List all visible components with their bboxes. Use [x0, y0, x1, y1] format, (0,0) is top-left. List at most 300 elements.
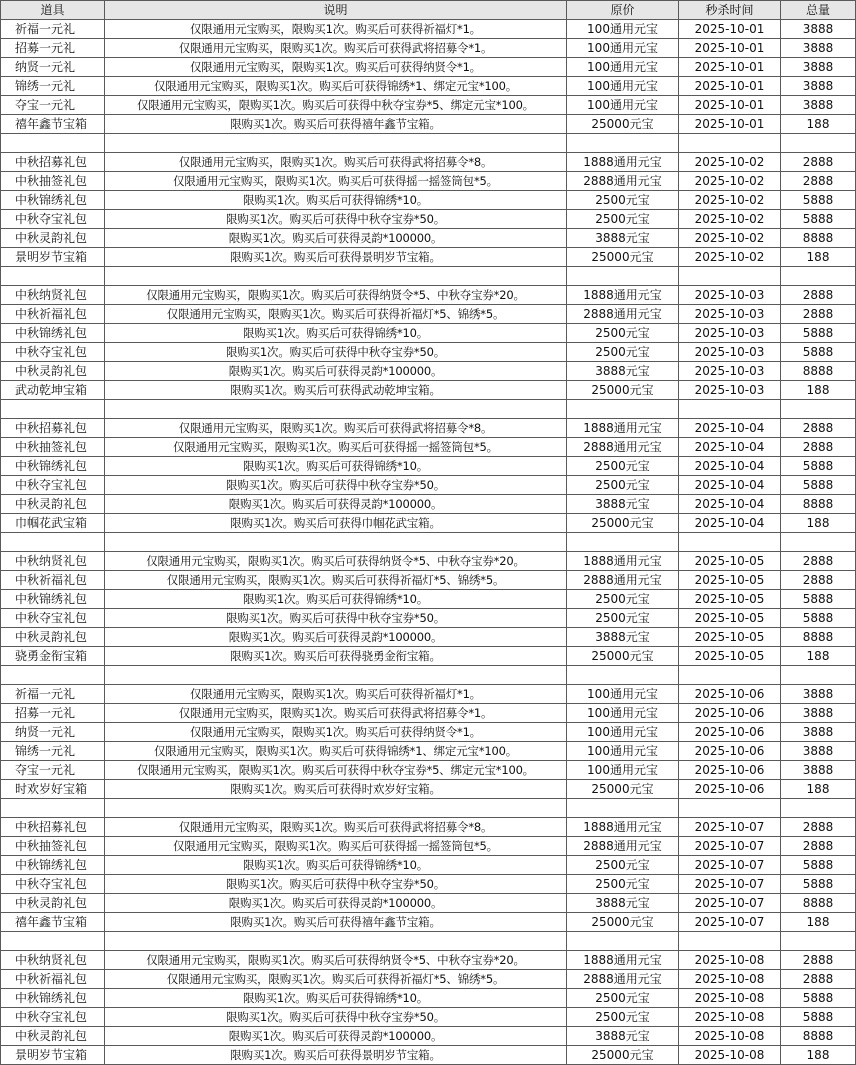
- total-cell: 5888: [781, 989, 856, 1008]
- header-desc: 说明: [105, 1, 567, 20]
- description-cell: 仅限通用元宝购买，限购买1次。购买后可获得摇一摇签筒包*5。: [105, 438, 567, 457]
- table-row: [1, 894, 856, 913]
- table-row: [1, 647, 856, 666]
- table-row: [1, 210, 856, 229]
- total-cell: 8888: [781, 894, 856, 913]
- total-cell: 3888: [781, 704, 856, 723]
- empty-cell: [567, 533, 679, 552]
- spacer-row: [1, 533, 856, 552]
- sale-time-cell: 2025-10-08: [679, 1046, 781, 1065]
- table-row: [1, 951, 856, 970]
- sale-time-cell: 2025-10-06: [679, 685, 781, 704]
- item-cell: 中秋夺宝礼包: [1, 210, 105, 229]
- description-cell: 仅限通用元宝购买，限购买1次。购买后可获得摇一摇签筒包*5。: [105, 837, 567, 856]
- spacer-row: [1, 400, 856, 419]
- empty-cell: [105, 267, 567, 286]
- total-cell: 188: [781, 780, 856, 799]
- item-cell: 中秋祈福礼包: [1, 305, 105, 324]
- sale-time-cell: 2025-10-01: [679, 58, 781, 77]
- table-row: [1, 248, 856, 267]
- sale-time-cell: 2025-10-03: [679, 286, 781, 305]
- total-cell: 3888: [781, 723, 856, 742]
- price-cell: 1888通用元宝: [567, 153, 679, 172]
- item-cell: 中秋灵韵礼包: [1, 495, 105, 514]
- sale-time-cell: 2025-10-08: [679, 1027, 781, 1046]
- item-cell: 纳贤一元礼: [1, 723, 105, 742]
- sale-time-cell: 2025-10-02: [679, 191, 781, 210]
- header-total: 总量: [781, 1, 856, 20]
- price-cell: 25000元宝: [567, 248, 679, 267]
- table-row: [1, 514, 856, 533]
- sale-time-cell: 2025-10-01: [679, 39, 781, 58]
- table-row: [1, 571, 856, 590]
- description-cell: 限购买1次。购买后可获得骁勇金衔宝箱。: [105, 647, 567, 666]
- item-cell: 祈福一元礼: [1, 685, 105, 704]
- total-cell: 5888: [781, 590, 856, 609]
- total-cell: 188: [781, 647, 856, 666]
- price-cell: 3888元宝: [567, 362, 679, 381]
- item-cell: 中秋灵韵礼包: [1, 1027, 105, 1046]
- sale-time-cell: 2025-10-04: [679, 438, 781, 457]
- table-row: [1, 685, 856, 704]
- item-cell: 巾帼花武宝箱: [1, 514, 105, 533]
- price-cell: 100通用元宝: [567, 761, 679, 780]
- table-row: [1, 438, 856, 457]
- sale-time-cell: 2025-10-07: [679, 837, 781, 856]
- table-body: [1, 20, 856, 1065]
- total-cell: 5888: [781, 343, 856, 362]
- empty-cell: [781, 134, 856, 153]
- table-row: [1, 191, 856, 210]
- sale-time-cell: 2025-10-02: [679, 229, 781, 248]
- table-row: [1, 989, 856, 1008]
- sale-time-cell: 2025-10-05: [679, 590, 781, 609]
- total-cell: 2888: [781, 153, 856, 172]
- price-cell: 2500元宝: [567, 856, 679, 875]
- description-cell: 限购买1次。购买后可获得锦绣*10。: [105, 457, 567, 476]
- price-cell: 100通用元宝: [567, 77, 679, 96]
- item-cell: 景明岁节宝箱: [1, 1046, 105, 1065]
- price-cell: 100通用元宝: [567, 723, 679, 742]
- table-row: [1, 856, 856, 875]
- table-row: [1, 1008, 856, 1027]
- total-cell: 2888: [781, 552, 856, 571]
- description-cell: 仅限通用元宝购买，限购买1次。购买后可获得中秋夺宝券*5、绑定元宝*100。: [105, 96, 567, 115]
- total-cell: 5888: [781, 210, 856, 229]
- item-cell: 中秋纳贤礼包: [1, 951, 105, 970]
- price-cell: 2500元宝: [567, 1008, 679, 1027]
- total-cell: 2888: [781, 172, 856, 191]
- total-cell: 188: [781, 1046, 856, 1065]
- empty-cell: [679, 533, 781, 552]
- total-cell: 8888: [781, 229, 856, 248]
- price-cell: 2888通用元宝: [567, 970, 679, 989]
- description-cell: 限购买1次。购买后可获得灵韵*100000。: [105, 628, 567, 647]
- sale-time-cell: 2025-10-05: [679, 628, 781, 647]
- spacer-row: [1, 666, 856, 685]
- price-cell: 2500元宝: [567, 989, 679, 1008]
- price-cell: 2500元宝: [567, 324, 679, 343]
- empty-cell: [781, 932, 856, 951]
- empty-cell: [567, 666, 679, 685]
- description-cell: 限购买1次。购买后可获得灵韵*100000。: [105, 229, 567, 248]
- description-cell: 仅限通用元宝购买，限购买1次。购买后可获得中秋夺宝券*5、绑定元宝*100。: [105, 761, 567, 780]
- sale-time-cell: 2025-10-01: [679, 96, 781, 115]
- sale-time-cell: 2025-10-07: [679, 894, 781, 913]
- table-row: [1, 552, 856, 571]
- total-cell: 188: [781, 514, 856, 533]
- empty-cell: [1, 400, 105, 419]
- spacer-row: [1, 134, 856, 153]
- empty-cell: [567, 400, 679, 419]
- item-cell: 中秋灵韵礼包: [1, 628, 105, 647]
- description-cell: 限购买1次。购买后可获得中秋夺宝券*50。: [105, 609, 567, 628]
- description-cell: 限购买1次。购买后可获得时欢岁好宝箱。: [105, 780, 567, 799]
- table-row: [1, 39, 856, 58]
- total-cell: 2888: [781, 305, 856, 324]
- empty-cell: [567, 932, 679, 951]
- table-row: [1, 609, 856, 628]
- total-cell: 3888: [781, 58, 856, 77]
- total-cell: 5888: [781, 324, 856, 343]
- table-row: [1, 761, 856, 780]
- sale-time-cell: 2025-10-01: [679, 115, 781, 134]
- description-cell: 限购买1次。购买后可获得灵韵*100000。: [105, 495, 567, 514]
- price-cell: 2500元宝: [567, 457, 679, 476]
- item-cell: 武动乾坤宝箱: [1, 381, 105, 400]
- sale-time-cell: 2025-10-04: [679, 495, 781, 514]
- price-cell: 2500元宝: [567, 875, 679, 894]
- empty-cell: [1, 799, 105, 818]
- total-cell: 3888: [781, 761, 856, 780]
- item-cell: 中秋纳贤礼包: [1, 286, 105, 305]
- description-cell: 限购买1次。购买后可获得中秋夺宝券*50。: [105, 210, 567, 229]
- description-cell: 限购买1次。购买后可获得锦绣*10。: [105, 856, 567, 875]
- table-row: [1, 495, 856, 514]
- item-cell: 锦绣一元礼: [1, 742, 105, 761]
- sale-time-cell: 2025-10-03: [679, 362, 781, 381]
- description-cell: 限购买1次。购买后可获得景明岁节宝箱。: [105, 248, 567, 267]
- header-row: [1, 1, 856, 20]
- price-cell: 2500元宝: [567, 590, 679, 609]
- total-cell: 2888: [781, 571, 856, 590]
- price-cell: 100通用元宝: [567, 685, 679, 704]
- table-row: [1, 229, 856, 248]
- price-cell: 2888通用元宝: [567, 172, 679, 191]
- item-cell: 中秋抽签礼包: [1, 438, 105, 457]
- item-cell: 景明岁节宝箱: [1, 248, 105, 267]
- empty-cell: [105, 932, 567, 951]
- total-cell: 5888: [781, 875, 856, 894]
- description-cell: 限购买1次。购买后可获得锦绣*10。: [105, 989, 567, 1008]
- price-cell: 100通用元宝: [567, 58, 679, 77]
- total-cell: 8888: [781, 495, 856, 514]
- price-cell: 3888元宝: [567, 229, 679, 248]
- description-cell: 限购买1次。购买后可获得武动乾坤宝箱。: [105, 381, 567, 400]
- sale-time-cell: 2025-10-05: [679, 571, 781, 590]
- description-cell: 仅限通用元宝购买，限购买1次。购买后可获得纳贤令*1。: [105, 723, 567, 742]
- description-cell: 限购买1次。购买后可获得禧年鑫节宝箱。: [105, 115, 567, 134]
- total-cell: 5888: [781, 1008, 856, 1027]
- sale-time-cell: 2025-10-02: [679, 210, 781, 229]
- description-cell: 仅限通用元宝购买，限购买1次。购买后可获得纳贤令*5、中秋夺宝券*20。: [105, 552, 567, 571]
- description-cell: 限购买1次。购买后可获得锦绣*10。: [105, 590, 567, 609]
- item-cell: 中秋锦绣礼包: [1, 856, 105, 875]
- description-cell: 限购买1次。购买后可获得中秋夺宝券*50。: [105, 875, 567, 894]
- empty-cell: [105, 799, 567, 818]
- empty-cell: [1, 267, 105, 286]
- sale-time-cell: 2025-10-06: [679, 761, 781, 780]
- description-cell: 仅限通用元宝购买，限购买1次。购买后可获得摇一摇签筒包*5。: [105, 172, 567, 191]
- table-row: [1, 172, 856, 191]
- description-cell: 仅限通用元宝购买，限购买1次。购买后可获得锦绣*1、绑定元宝*100。: [105, 742, 567, 761]
- table-row: [1, 875, 856, 894]
- table-row: [1, 628, 856, 647]
- description-cell: 限购买1次。购买后可获得禧年鑫节宝箱。: [105, 913, 567, 932]
- sale-time-cell: 2025-10-04: [679, 476, 781, 495]
- empty-cell: [781, 533, 856, 552]
- empty-cell: [105, 134, 567, 153]
- sale-time-cell: 2025-10-05: [679, 552, 781, 571]
- empty-cell: [105, 400, 567, 419]
- table-row: [1, 153, 856, 172]
- price-cell: 3888元宝: [567, 1027, 679, 1046]
- price-cell: 25000元宝: [567, 381, 679, 400]
- description-cell: 仅限通用元宝购买，限购买1次。购买后可获得纳贤令*1。: [105, 58, 567, 77]
- spacer-row: [1, 267, 856, 286]
- empty-cell: [1, 666, 105, 685]
- sale-time-cell: 2025-10-06: [679, 704, 781, 723]
- empty-cell: [781, 400, 856, 419]
- sale-time-cell: 2025-10-05: [679, 609, 781, 628]
- table-row: [1, 324, 856, 343]
- table-row: [1, 362, 856, 381]
- item-cell: 中秋灵韵礼包: [1, 362, 105, 381]
- empty-cell: [679, 666, 781, 685]
- empty-cell: [679, 400, 781, 419]
- table-row: [1, 590, 856, 609]
- empty-cell: [1, 533, 105, 552]
- empty-cell: [679, 267, 781, 286]
- table-row: [1, 780, 856, 799]
- empty-cell: [781, 666, 856, 685]
- item-cell: 招募一元礼: [1, 704, 105, 723]
- total-cell: 2888: [781, 286, 856, 305]
- price-cell: 2500元宝: [567, 210, 679, 229]
- table-row: [1, 818, 856, 837]
- table-row: [1, 286, 856, 305]
- price-cell: 100通用元宝: [567, 96, 679, 115]
- table-row: [1, 20, 856, 39]
- price-cell: 2888通用元宝: [567, 571, 679, 590]
- price-cell: 25000元宝: [567, 115, 679, 134]
- item-cell: 夺宝一元礼: [1, 761, 105, 780]
- table-row: [1, 837, 856, 856]
- empty-cell: [1, 932, 105, 951]
- description-cell: 仅限通用元宝购买，限购买1次。购买后可获得祈福灯*5、锦绣*5。: [105, 571, 567, 590]
- sale-time-cell: 2025-10-06: [679, 780, 781, 799]
- price-cell: 25000元宝: [567, 514, 679, 533]
- sale-time-cell: 2025-10-06: [679, 723, 781, 742]
- item-cell: 祈福一元礼: [1, 20, 105, 39]
- item-cell: 锦绣一元礼: [1, 77, 105, 96]
- total-cell: 3888: [781, 685, 856, 704]
- sale-time-cell: 2025-10-07: [679, 856, 781, 875]
- total-cell: 5888: [781, 476, 856, 495]
- total-cell: 188: [781, 115, 856, 134]
- table-row: [1, 913, 856, 932]
- description-cell: 仅限通用元宝购买，限购买1次。购买后可获得锦绣*1、绑定元宝*100。: [105, 77, 567, 96]
- price-cell: 2888通用元宝: [567, 438, 679, 457]
- item-cell: 中秋招募礼包: [1, 818, 105, 837]
- price-cell: 25000元宝: [567, 647, 679, 666]
- empty-cell: [679, 932, 781, 951]
- sale-time-cell: 2025-10-07: [679, 875, 781, 894]
- total-cell: 2888: [781, 837, 856, 856]
- item-cell: 中秋抽签礼包: [1, 172, 105, 191]
- description-cell: 仅限通用元宝购买，限购买1次。购买后可获得祈福灯*1。: [105, 685, 567, 704]
- total-cell: 188: [781, 381, 856, 400]
- header-price: 原价: [567, 1, 679, 20]
- sale-time-cell: 2025-10-04: [679, 514, 781, 533]
- total-cell: 5888: [781, 856, 856, 875]
- sale-time-cell: 2025-10-03: [679, 324, 781, 343]
- total-cell: 2888: [781, 419, 856, 438]
- description-cell: 限购买1次。购买后可获得景明岁节宝箱。: [105, 1046, 567, 1065]
- total-cell: 3888: [781, 39, 856, 58]
- description-cell: 限购买1次。购买后可获得中秋夺宝券*50。: [105, 1008, 567, 1027]
- item-cell: 骁勇金衔宝箱: [1, 647, 105, 666]
- total-cell: 2888: [781, 818, 856, 837]
- item-cell: 招募一元礼: [1, 39, 105, 58]
- table-row: [1, 723, 856, 742]
- sale-time-cell: 2025-10-01: [679, 20, 781, 39]
- header-item: 道具: [1, 1, 105, 20]
- description-cell: 仅限通用元宝购买，限购买1次。购买后可获得祈福灯*1。: [105, 20, 567, 39]
- table-row: [1, 742, 856, 761]
- item-cell: 中秋招募礼包: [1, 419, 105, 438]
- total-cell: 5888: [781, 457, 856, 476]
- item-cell: 中秋夺宝礼包: [1, 343, 105, 362]
- sale-time-cell: 2025-10-08: [679, 989, 781, 1008]
- price-cell: 100通用元宝: [567, 20, 679, 39]
- price-cell: 1888通用元宝: [567, 419, 679, 438]
- item-cell: 中秋抽签礼包: [1, 837, 105, 856]
- total-cell: 2888: [781, 951, 856, 970]
- total-cell: 3888: [781, 742, 856, 761]
- item-cell: 中秋祈福礼包: [1, 571, 105, 590]
- item-cell: 中秋锦绣礼包: [1, 989, 105, 1008]
- item-cell: 中秋锦绣礼包: [1, 590, 105, 609]
- description-cell: 仅限通用元宝购买，限购买1次。购买后可获得武将招募令*1。: [105, 39, 567, 58]
- price-cell: 3888元宝: [567, 628, 679, 647]
- item-cell: 禧年鑫节宝箱: [1, 115, 105, 134]
- price-cell: 1888通用元宝: [567, 286, 679, 305]
- price-cell: 100通用元宝: [567, 704, 679, 723]
- item-cell: 禧年鑫节宝箱: [1, 913, 105, 932]
- table-row: [1, 1046, 856, 1065]
- total-cell: 8888: [781, 362, 856, 381]
- sale-time-cell: 2025-10-06: [679, 742, 781, 761]
- description-cell: 仅限通用元宝购买，限购买1次。购买后可获得纳贤令*5、中秋夺宝券*20。: [105, 286, 567, 305]
- total-cell: 188: [781, 913, 856, 932]
- sale-time-cell: 2025-10-03: [679, 381, 781, 400]
- description-cell: 限购买1次。购买后可获得锦绣*10。: [105, 324, 567, 343]
- item-cell: 中秋夺宝礼包: [1, 875, 105, 894]
- price-cell: 2500元宝: [567, 191, 679, 210]
- item-cell: 中秋招募礼包: [1, 153, 105, 172]
- description-cell: 仅限通用元宝购买，限购买1次。购买后可获得祈福灯*5、锦绣*5。: [105, 970, 567, 989]
- item-cell: 中秋夺宝礼包: [1, 476, 105, 495]
- price-cell: 2500元宝: [567, 476, 679, 495]
- description-cell: 仅限通用元宝购买，限购买1次。购买后可获得武将招募令*8。: [105, 153, 567, 172]
- table-row: [1, 970, 856, 989]
- description-cell: 限购买1次。购买后可获得灵韵*100000。: [105, 894, 567, 913]
- item-cell: 夺宝一元礼: [1, 96, 105, 115]
- empty-cell: [679, 799, 781, 818]
- total-cell: 3888: [781, 96, 856, 115]
- item-cell: 中秋夺宝礼包: [1, 1008, 105, 1027]
- item-cell: 中秋灵韵礼包: [1, 894, 105, 913]
- description-cell: 限购买1次。购买后可获得灵韵*100000。: [105, 1027, 567, 1046]
- description-cell: 限购买1次。购买后可获得中秋夺宝券*50。: [105, 476, 567, 495]
- price-cell: 100通用元宝: [567, 742, 679, 761]
- total-cell: 8888: [781, 628, 856, 647]
- description-cell: 仅限通用元宝购买，限购买1次。购买后可获得武将招募令*8。: [105, 419, 567, 438]
- price-cell: 2500元宝: [567, 609, 679, 628]
- item-cell: 中秋锦绣礼包: [1, 324, 105, 343]
- item-cell: 中秋夺宝礼包: [1, 609, 105, 628]
- price-cell: 1888通用元宝: [567, 552, 679, 571]
- price-cell: 2888通用元宝: [567, 305, 679, 324]
- price-cell: 3888元宝: [567, 495, 679, 514]
- total-cell: 3888: [781, 77, 856, 96]
- table-row: [1, 77, 856, 96]
- empty-cell: [1, 134, 105, 153]
- total-cell: 188: [781, 248, 856, 267]
- description-cell: 限购买1次。购买后可获得锦绣*10。: [105, 191, 567, 210]
- description-cell: 限购买1次。购买后可获得巾帼花武宝箱。: [105, 514, 567, 533]
- description-cell: 仅限通用元宝购买，限购买1次。购买后可获得武将招募令*8。: [105, 818, 567, 837]
- table-row: [1, 305, 856, 324]
- sale-time-cell: 2025-10-08: [679, 1008, 781, 1027]
- sale-time-cell: 2025-10-01: [679, 77, 781, 96]
- price-cell: 25000元宝: [567, 780, 679, 799]
- sale-time-cell: 2025-10-05: [679, 647, 781, 666]
- sale-time-cell: 2025-10-03: [679, 305, 781, 324]
- sale-time-cell: 2025-10-04: [679, 419, 781, 438]
- item-cell: 中秋锦绣礼包: [1, 457, 105, 476]
- description-cell: 限购买1次。购买后可获得灵韵*100000。: [105, 362, 567, 381]
- item-cell: 中秋锦绣礼包: [1, 191, 105, 210]
- price-cell: 25000元宝: [567, 913, 679, 932]
- table-row: [1, 96, 856, 115]
- sale-time-cell: 2025-10-02: [679, 172, 781, 191]
- price-cell: 1888通用元宝: [567, 951, 679, 970]
- empty-cell: [567, 799, 679, 818]
- table-row: [1, 1027, 856, 1046]
- table-row: [1, 343, 856, 362]
- sale-time-cell: 2025-10-07: [679, 913, 781, 932]
- price-cell: 25000元宝: [567, 1046, 679, 1065]
- description-cell: 仅限通用元宝购买，限购买1次。购买后可获得纳贤令*5、中秋夺宝券*20。: [105, 951, 567, 970]
- description-cell: 限购买1次。购买后可获得中秋夺宝券*50。: [105, 343, 567, 362]
- price-cell: 100通用元宝: [567, 39, 679, 58]
- empty-cell: [781, 799, 856, 818]
- total-cell: 2888: [781, 970, 856, 989]
- item-cell: 纳贤一元礼: [1, 58, 105, 77]
- total-cell: 5888: [781, 609, 856, 628]
